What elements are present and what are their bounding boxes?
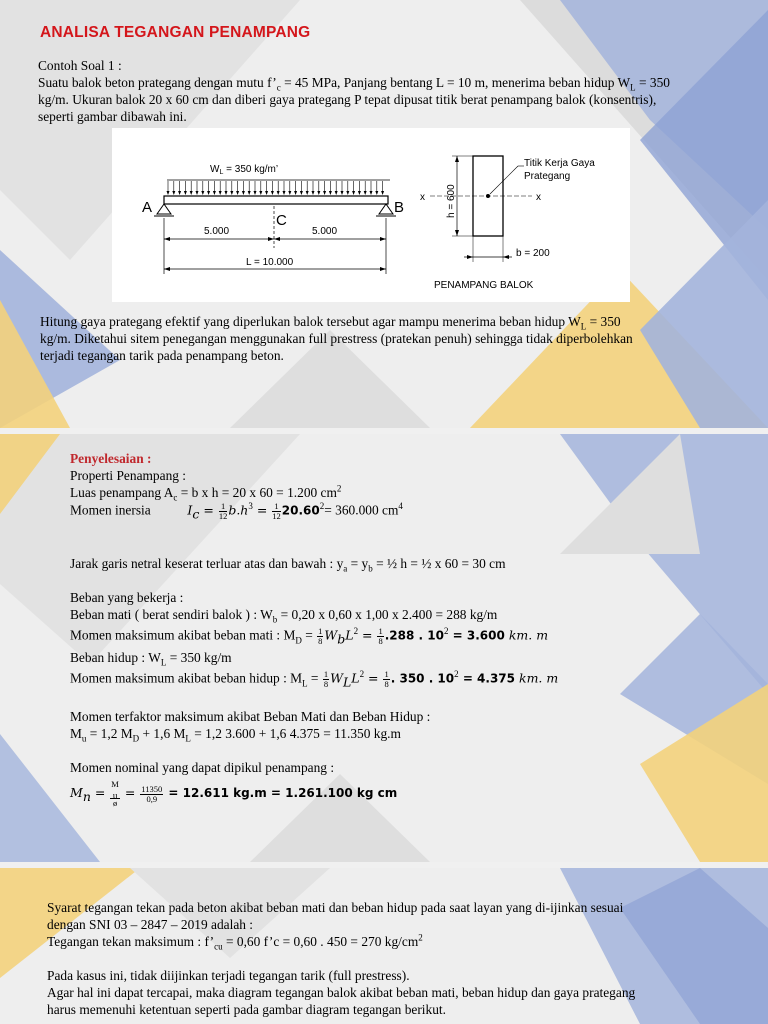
neutral-axis-line: Jarak garis netral keserat terluar atas dan bawah : $y_a = y_b$ = ½ h = ½ x 60 = 30 cm bbox=[70, 556, 506, 574]
load-arrow-head bbox=[201, 191, 204, 195]
axis-left-label: x bbox=[420, 192, 425, 203]
load-arrow-head bbox=[196, 191, 199, 195]
load-arrow-head bbox=[381, 191, 384, 195]
prestress-caption-1: Titik Kerja Gaya bbox=[524, 158, 595, 169]
area-line: Luas penampang $A_c = b$ x h = 20 x 60 = 1.200 $cm^2$ bbox=[70, 483, 342, 503]
load-arrow-head bbox=[352, 191, 355, 195]
axis-right-label: x bbox=[536, 192, 541, 203]
load-arrow-head bbox=[236, 191, 239, 195]
page-1 bbox=[0, 0, 768, 428]
load-arrow-head bbox=[190, 191, 193, 195]
load-arrow-head bbox=[335, 191, 338, 195]
page-3 bbox=[0, 868, 768, 1024]
section-title: PENAMPANG BALOK bbox=[434, 280, 534, 291]
solution-heading: Penyelesaian : bbox=[70, 451, 152, 466]
load-arrow-head bbox=[271, 191, 274, 195]
intro-line-3: seperti gambar dibawah ini. bbox=[38, 109, 187, 124]
dead-load-line: Beban mati ( berat sendiri balok ) : $W_b = 0,20$ x 0,60 x 1,00 x 2.400 = 288 kg/m bbox=[70, 607, 498, 625]
beam-figure bbox=[112, 128, 630, 302]
midpoint-label: C bbox=[276, 212, 287, 229]
section-properties: Properti Penampang : bbox=[70, 468, 187, 483]
load-arrow-head bbox=[294, 191, 297, 195]
load-arrow-head bbox=[213, 191, 216, 195]
p3-line-3: Tegangan tekan maksimum : $f’_{cu} = 0,60$ f’c = 0,60 . 450 = 270 $kg/cm^2$ bbox=[47, 932, 423, 952]
width-label: b = 200 bbox=[516, 248, 550, 259]
load-arrow-head bbox=[317, 191, 320, 195]
factored-moment-line: $M_u = 1,2$ $M_D + 1,6$ $M_L = 1,2$ 3.600 + 1,6 4.375 = 11.350 kg.m bbox=[70, 726, 401, 744]
prestress-caption-2: Prategang bbox=[524, 171, 571, 182]
dead-moment-line: Momen maksimum akibat beban mati : $M_D$ = $\frac{1}{8}$ $W_bL^2$ = $\frac{1}{8}$ .288 . $10^2 = 3.600$ km. m bbox=[70, 626, 549, 647]
intro-line-1: Suatu balok beton prategang dengan mutu $f’_c = 45$ MPa, Panjang bentang L = 10 m, menerima beban hidup $W_L = 350$ bbox=[38, 75, 671, 93]
load-arrow-head bbox=[178, 191, 181, 195]
load-arrow-head bbox=[265, 191, 268, 195]
p3-line-4: Pada kasus ini, tidak diijinkan terjadi tegangan tarik (full prestress). bbox=[47, 968, 410, 983]
load-arrow-head bbox=[300, 191, 303, 195]
load-arrow-head bbox=[207, 191, 210, 195]
load-arrow-head bbox=[346, 191, 349, 195]
load-arrow-head bbox=[254, 191, 257, 195]
question-line-3: terjadi tegangan tarik pada penampang beton. bbox=[40, 348, 284, 363]
support-a-label: A bbox=[142, 199, 153, 216]
load-arrow-head bbox=[248, 191, 251, 195]
p3-line-6: harus memenuhi ketentuan seperti pada gambar diagram tegangan berikut. bbox=[47, 1002, 446, 1017]
live-load-line: Beban hidup : $W_L = 350$ kg/m bbox=[70, 650, 232, 668]
example-heading: Contoh Soal 1 : bbox=[38, 58, 122, 73]
load-arrow-head bbox=[312, 191, 315, 195]
load-arrow-head bbox=[277, 191, 280, 195]
support-a-icon bbox=[157, 204, 171, 214]
nominal-moment-line: $M_n$ = M $_u$ ø = $\frac{11350}{0,9}$ = 12.611 kg.m = 1.261.100 kg cm bbox=[70, 779, 398, 808]
prestress-point bbox=[486, 194, 490, 198]
load-label: $W_L = 350$ kg/m’ bbox=[210, 164, 279, 176]
page-title: ANALISA TEGANGAN PENAMPANG bbox=[40, 24, 311, 41]
p3-line-5: Agar hal ini dapat tercapai, maka diagram tegangan balok akibat beban mati, beban hidup dan gaya prategang bbox=[47, 985, 636, 1000]
loads-heading: Beban yang bekerja : bbox=[70, 590, 184, 605]
height-label: h = 600 bbox=[446, 184, 457, 218]
load-arrow-head bbox=[306, 191, 309, 195]
load-arrow-head bbox=[283, 191, 286, 195]
support-b-icon bbox=[379, 204, 393, 214]
distributed-load-arrows bbox=[167, 181, 385, 195]
dimension-right: 5.000 bbox=[312, 226, 338, 237]
load-arrow-head bbox=[242, 191, 245, 195]
beam bbox=[164, 196, 388, 204]
dimension-left: 5.000 bbox=[204, 226, 230, 237]
page-2 bbox=[0, 434, 768, 862]
load-arrow-head bbox=[167, 191, 170, 195]
span-label: L = 10.000 bbox=[246, 257, 294, 268]
load-arrow-head bbox=[329, 191, 332, 195]
inertia-line: Momen inersia $I_c$ = $\frac{1}{12}$ $b.h^3$ = $\frac{1}{12}$ $20.60^2= 360.000$ $cm^4$ bbox=[70, 501, 403, 522]
load-arrow-head bbox=[288, 191, 291, 195]
load-arrow-head bbox=[323, 191, 326, 195]
load-arrow-head bbox=[375, 191, 378, 195]
load-arrow-head bbox=[364, 191, 367, 195]
question-line-2: kg/m. Diketahui sitem penegangan menggunakan full prestress (pratekan penuh) sehingga tidak diperbolehkan bbox=[40, 331, 633, 346]
factored-title: Momen terfaktor maksimum akibat Beban Mati dan Beban Hidup : bbox=[70, 709, 431, 724]
question-line-1: Hitung gaya prategang efektif yang diperlukan balok tersebut agar mampu menerima beban hidup $W_L = 350$ bbox=[40, 314, 621, 332]
load-arrow-head bbox=[230, 191, 233, 195]
intro-line-2: kg/m. Ukuran balok 20 x 60 cm dan diberi gaya prategang P tepat dipusat titik berat penampang balok (konsentris), bbox=[38, 92, 657, 107]
load-arrow-head bbox=[225, 191, 228, 195]
load-arrow-head bbox=[341, 191, 344, 195]
load-arrow-head bbox=[219, 191, 222, 195]
live-moment-line: Momen maksimum akibat beban hidup : $M_L$ = $\frac{1}{8}$ $W_LL^2$ = $\frac{1}{8}$ . 350 . $10^2 = 4.375$ km. m bbox=[70, 669, 559, 690]
p3-line-2: dengan SNI 03 – 2847 – 2019 adalah : bbox=[47, 917, 254, 932]
support-b-label: B bbox=[394, 199, 405, 216]
nominal-title: Momen nominal yang dapat dipikul penampang : bbox=[70, 760, 335, 775]
load-arrow-head bbox=[358, 191, 361, 195]
load-arrow-head bbox=[184, 191, 187, 195]
p3-line-1: Syarat tegangan tekan pada beton akibat beban mati dan beban hidup pada saat layan yang di-ijinkan sesuai bbox=[47, 900, 624, 915]
load-arrow-head bbox=[172, 191, 175, 195]
load-arrow-head bbox=[370, 191, 373, 195]
load-arrow-head bbox=[259, 191, 262, 195]
